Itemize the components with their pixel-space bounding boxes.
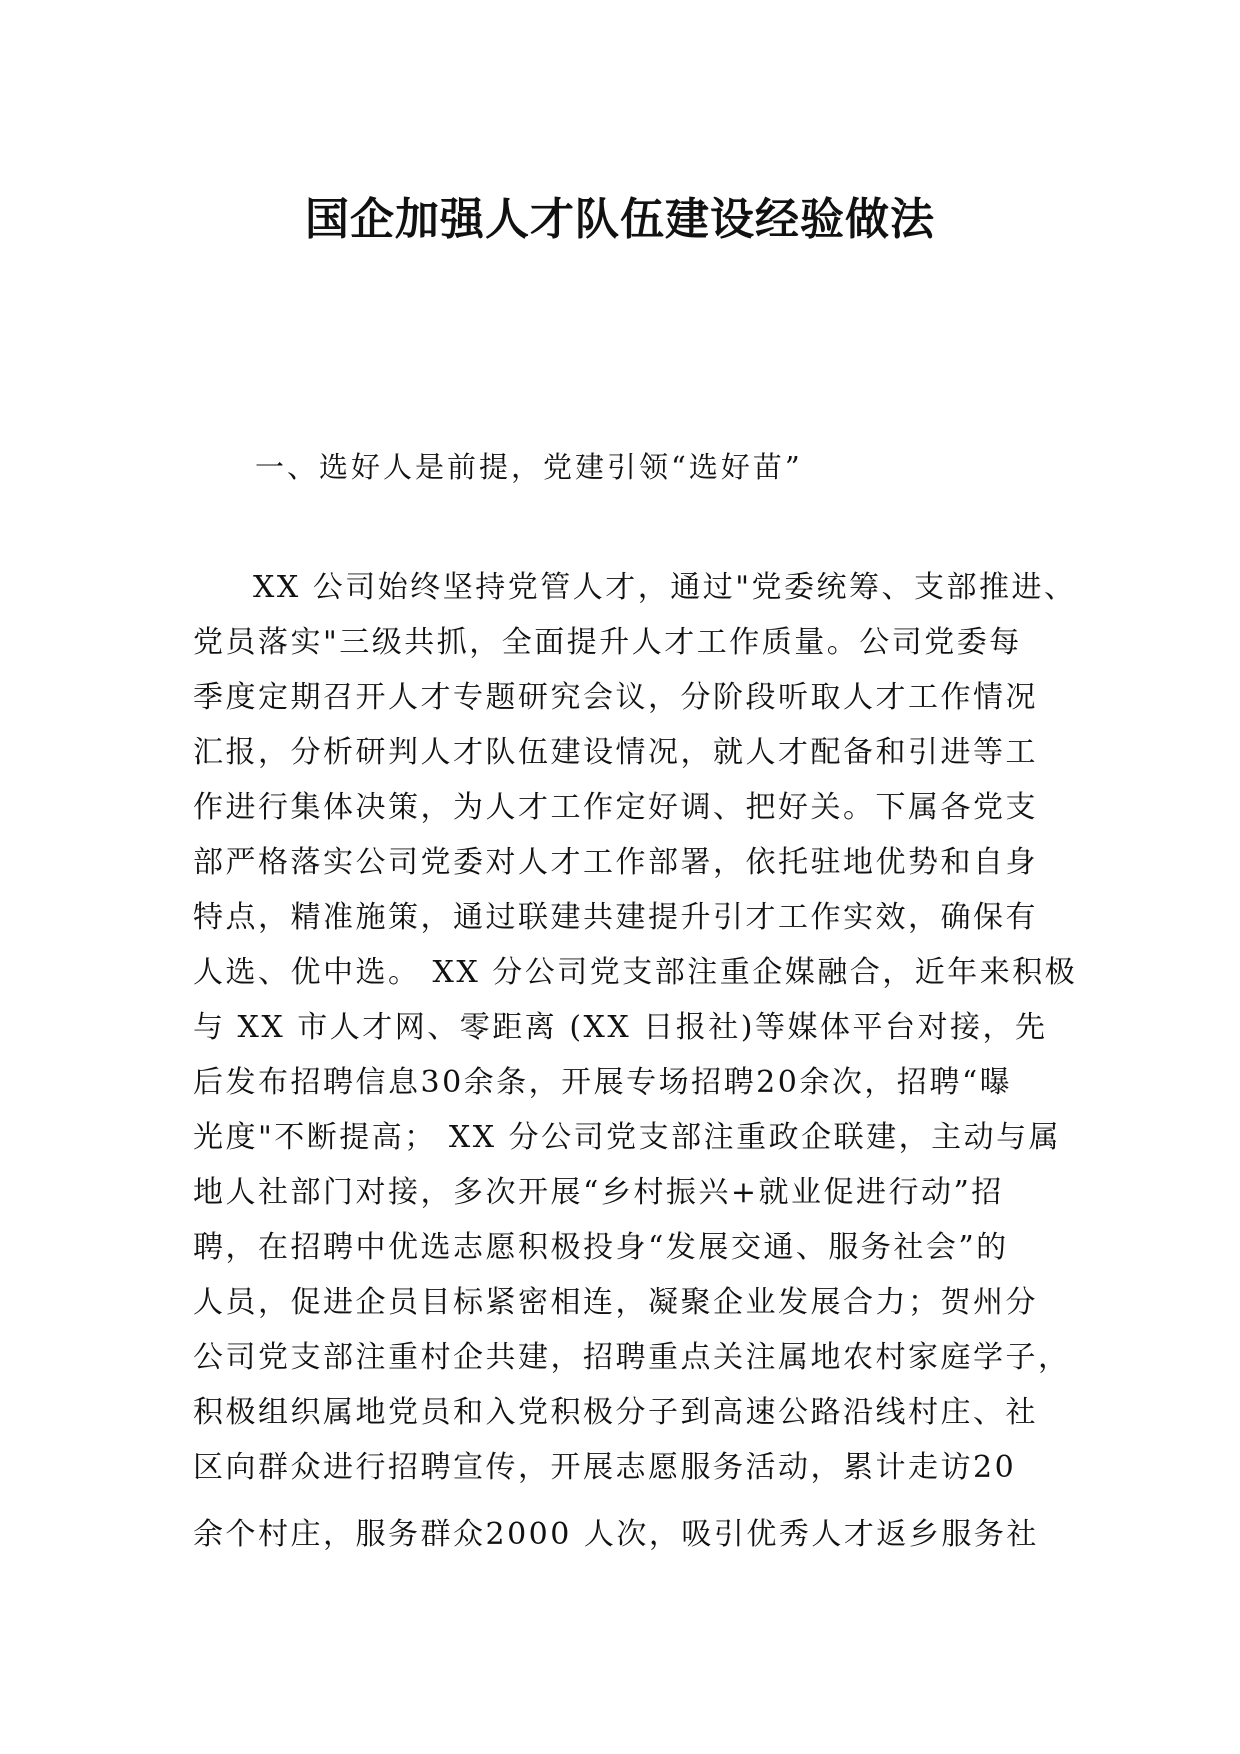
paragraph-line: 公司党支部注重村企共建，招聘重点关注属地农村家庭学子， [193, 1340, 1071, 1375]
paragraph-line: 与 XX 市人才网、零距离 (XX 日报社)等媒体平台对接，先 [193, 1010, 1048, 1045]
paragraph-line: 部严格落实公司党委对人才工作部署，依托驻地优势和自身 [193, 845, 1038, 880]
paragraph-line: XX 公司始终坚持党管人才，通过"党委统筹、支部推进、 [253, 570, 1077, 605]
paragraph-line: 作进行集体决策，为人才工作定好调、把好关。下属各党支 [193, 790, 1038, 825]
paragraph-line: 季度定期召开人才专题研究会议，分阶段听取人才工作情况 [193, 680, 1038, 715]
paragraph-line: 汇报，分析研判人才队伍建设情况，就人才配备和引进等工 [193, 735, 1038, 770]
paragraph-line: 光度"不断提高； XX 分公司党支部注重政企联建，主动与属 [193, 1120, 1062, 1155]
paragraph-line: 党员落实"三级共抓，全面提升人才工作质量。公司党委每 [193, 625, 1022, 660]
paragraph-line: 聘，在招聘中优选志愿积极投身“发展交通、服务社会”的 [193, 1230, 1009, 1265]
paragraph-line: 人员，促进企员目标紧密相连，凝聚企业发展合力；贺州分 [193, 1285, 1038, 1320]
paragraph-line: 积极组织属地党员和入党积极分子到高速公路沿线村庄、社 [193, 1395, 1038, 1430]
paragraph-line: 区向群众进行招聘宣传，开展志愿服务活动，累计走访20 [193, 1450, 1017, 1485]
section-heading: 一、选好人是前提，党建引领“选好苗” [255, 450, 803, 484]
paragraph-line: 特点，精准施策，通过联建共建提升引才工作实效，确保有 [193, 900, 1038, 935]
paragraph-line: 地人社部门对接，多次开展“乡村振兴+就业促进行动”招 [193, 1175, 1004, 1210]
paragraph-line: 人选、优中选。 XX 分公司党支部注重企媒融合，近年来积极 [193, 955, 1078, 990]
paragraph-line: 后发布招聘信息30余条，开展专场招聘20余次，招聘“曝 [193, 1065, 1013, 1100]
body-paragraph [193, 560, 1078, 1562]
document-title: 国企加强人才队伍建设经验做法 [305, 194, 935, 245]
paragraph-line: 余个村庄，服务群众2000 人次，吸引优秀人才返乡服务社 [193, 1517, 1039, 1552]
